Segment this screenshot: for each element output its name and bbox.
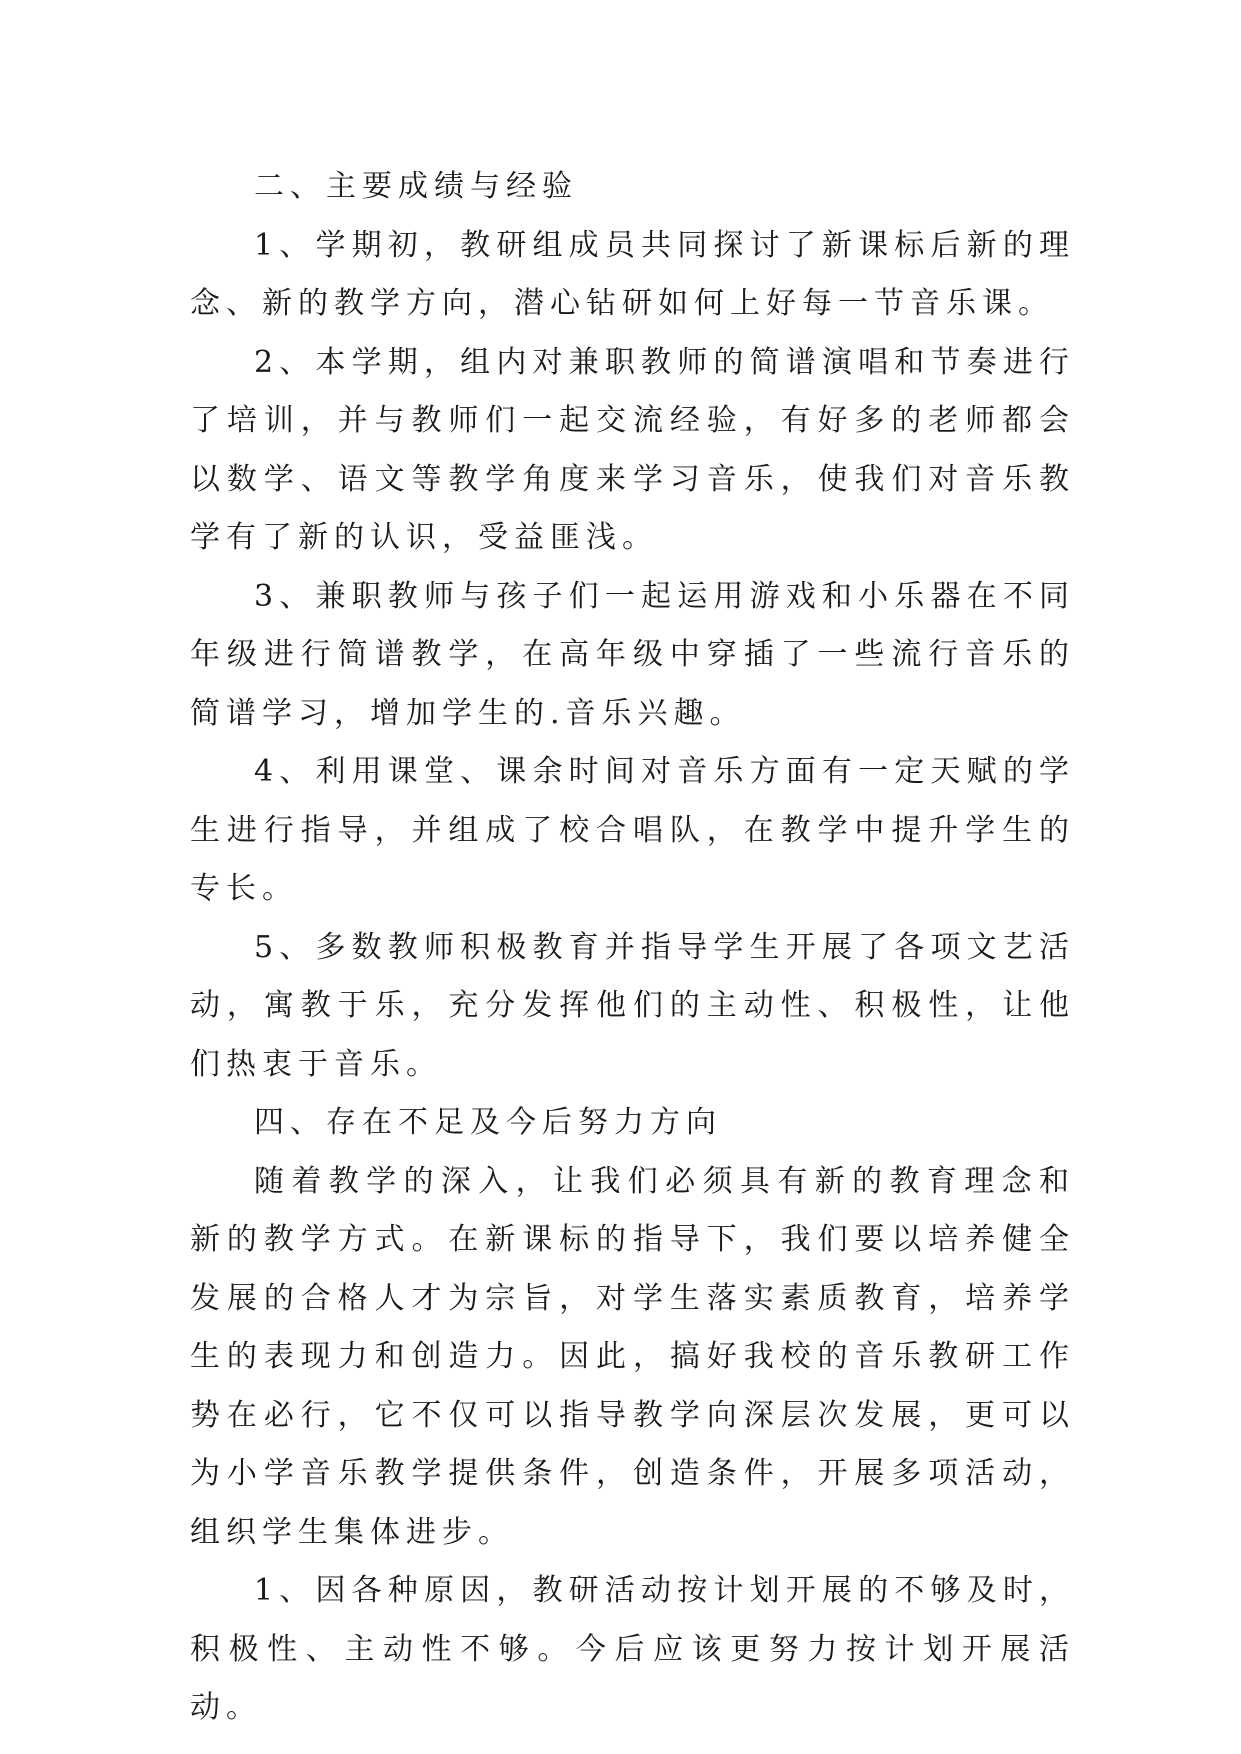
section-heading-achievements: 二、主要成绩与经验 <box>254 169 578 204</box>
paragraph-item-1: 1、学期初，教研组成员共同探讨了新课标后新的理念、新的教学方向，潜心钻研如何上好每一节音乐课。 <box>190 227 1075 321</box>
paragraph-shortcoming-1: 1、因各种原因，教研活动按计划开展的不够及时，积极性、主动性不够。今后应该更努力按计划开展活动。 <box>190 1573 1075 1725</box>
document-body <box>190 158 1075 1738</box>
paragraph-item-5: 5、多数教师积极教育并指导学生开展了各项文艺活动，寓教于乐，充分发挥他们的主动性、积极性，让他们热衷于音乐。 <box>190 929 1075 1082</box>
paragraph-item-3: 3、兼职教师与孩子们一起运用游戏和小乐器在不同年级进行简谱教学，在高年级中穿插了一些流行音乐的简谱学习，增加学生的.音乐兴趣。 <box>190 578 1075 731</box>
paragraph-outlook: 随着教学的深入，让我们必须具有新的教育理念和新的教学方式。在新课标的指导下，我们要以培养健全发展的合格人才为宗旨，对学生落实素质教育，培养学生的表现力和创造力。因此，搞好我校的音乐教研工作势在必行，它不仅可以指导教学向深层次发展，更可以为小学音乐教学提供条件，创造条件，开展多项活动，组织学生集体进步。 <box>190 1163 1075 1550</box>
paragraph-item-2: 2、本学期，组内对兼职教师的简谱演唱和节奏进行了培训，并与教师们一起交流经验，有好多的老师都会以数学、语文等教学角度来学习音乐，使我们对音乐教学有了新的认识，受益匪浅。 <box>190 344 1075 555</box>
paragraph-item-4: 4、利用课堂、课余时间对音乐方面有一定天赋的学生进行指导，并组成了校合唱队，在教学中提升学生的专长。 <box>190 754 1075 906</box>
section-heading-shortcomings: 四、存在不足及今后努力方向 <box>254 1105 722 1140</box>
